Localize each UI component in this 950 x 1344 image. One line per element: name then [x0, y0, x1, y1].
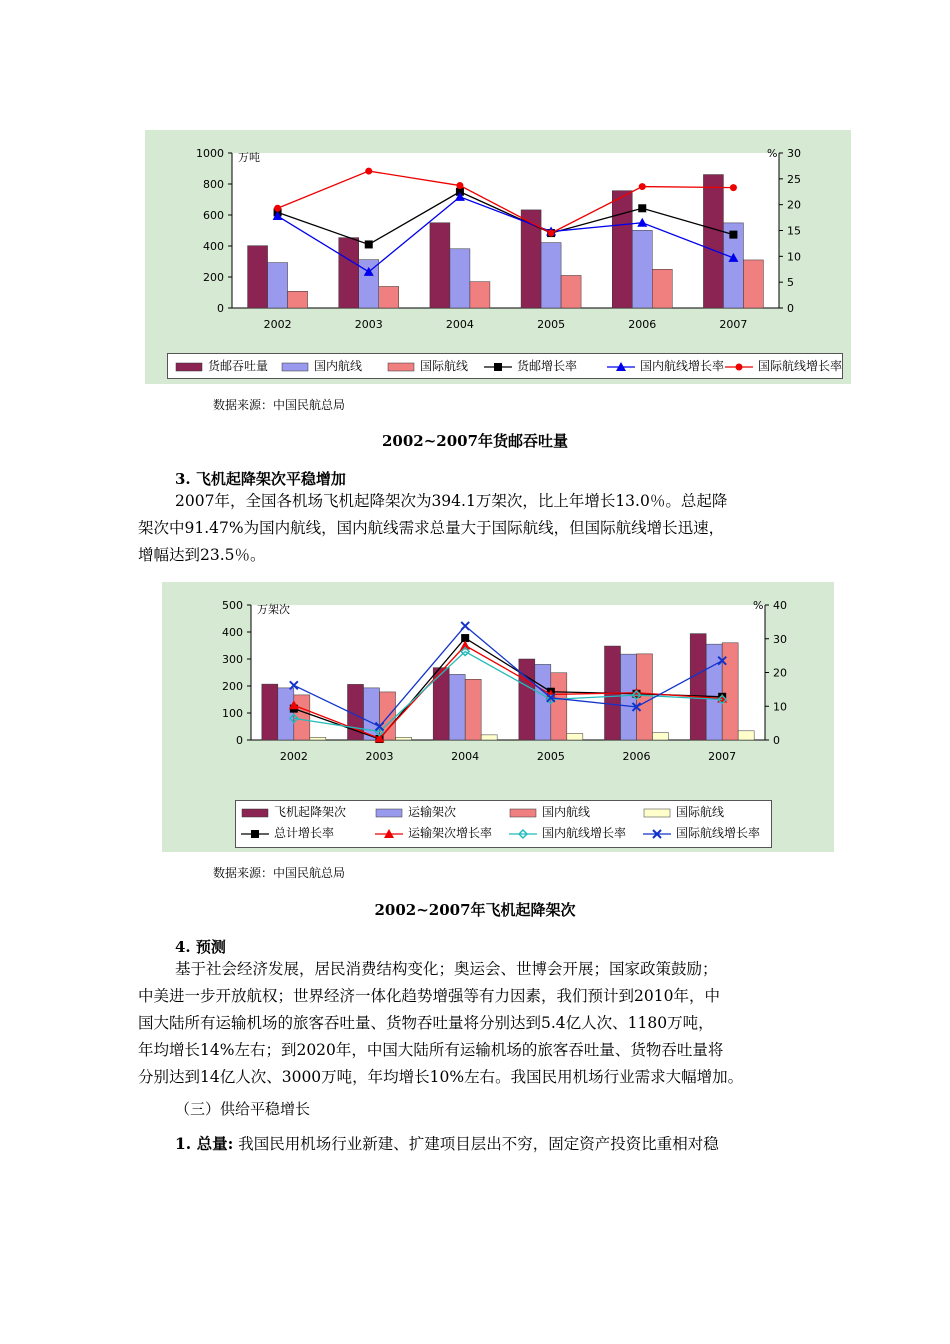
legend-item	[606, 359, 724, 373]
bar	[690, 634, 706, 740]
bar	[743, 260, 763, 308]
legend-label: 运输架次增长率	[408, 826, 493, 840]
bar	[396, 737, 412, 740]
legend-item	[386, 359, 468, 373]
legend-swatch	[240, 807, 270, 819]
bar	[481, 735, 497, 740]
right-tick-label: 5	[787, 276, 794, 290]
bar	[262, 684, 278, 740]
bar	[738, 731, 754, 740]
left-tick-label: 0	[217, 302, 224, 315]
x-tick-label: 2007	[719, 318, 748, 331]
bar	[278, 688, 294, 740]
left-tick-label: 200	[203, 271, 224, 284]
legend-item	[483, 359, 577, 373]
legend-swatch	[386, 361, 416, 373]
bar	[379, 286, 399, 308]
bar	[430, 223, 450, 308]
legend-swatch	[642, 828, 672, 840]
legend-label: 飞机起降架次	[274, 805, 347, 819]
line-point	[638, 204, 646, 212]
line-point	[729, 231, 737, 239]
para4-line: 分别达到14亿人次、3000万吨，年均增长10%左右。我国民用机场行业需求大幅增加。	[138, 1068, 744, 1086]
chart1-caption: 2002~2007年货邮吞吐量	[381, 432, 569, 450]
para4-line: 基于社会经济发展，居民消费结构变化；奥运会、世博会开展；国家政策鼓励；	[175, 960, 718, 978]
right-unit-label: %	[753, 599, 764, 612]
para4-line: 年均增长14%左右；到2020年，中国大陆所有运输机场的旅客吞吐量、货物吞吐量将	[138, 1041, 724, 1059]
bar	[248, 246, 268, 308]
bar	[652, 269, 672, 308]
x-tick-label: 2002	[263, 318, 292, 331]
x-tick-label: 2005	[536, 750, 565, 763]
legend-label: 国际航线	[676, 805, 725, 819]
bar	[535, 664, 551, 740]
section-supply-heading: （三）供给平稳增长	[175, 1100, 311, 1118]
legend-label: 国际航线增长率	[758, 359, 843, 373]
legend-label: 货邮增长率	[517, 359, 578, 373]
item-1-paragraph	[175, 1130, 719, 1158]
bar	[541, 243, 561, 308]
legend-swatch	[240, 828, 270, 840]
right-tick-label: 0	[773, 734, 780, 747]
bar	[470, 282, 490, 308]
right-unit-label: %	[767, 147, 778, 160]
x-tick-label: 2004	[445, 318, 474, 331]
legend-item	[642, 805, 724, 819]
x-tick-label: 2007	[708, 750, 737, 763]
bar	[465, 679, 481, 740]
legend-swatch	[483, 361, 513, 373]
bar	[450, 249, 470, 308]
bar	[632, 230, 652, 308]
legend-label: 运输架次	[408, 805, 457, 819]
legend-swatch	[374, 807, 404, 819]
left-tick-label: 800	[203, 178, 224, 191]
flight-movements-chart	[162, 582, 834, 852]
line-point	[274, 205, 281, 212]
item-1-text: 我国民用机场行业新建、扩建项目层出不穷，固定资产投资比重相对稳	[233, 1135, 719, 1153]
legend-label: 国内航线	[542, 805, 591, 819]
right-tick-label: 30	[787, 147, 801, 160]
para4-line: 中美进一步开放航权；世界经济一体化趋势增强等有力因素，我们预计到2010年，中	[138, 987, 720, 1005]
para3-line: 增幅达到23.5％。	[138, 546, 266, 564]
chart1-source: 数据来源：中国民航总局	[213, 398, 346, 412]
legend-item	[374, 805, 456, 819]
bar	[310, 737, 326, 740]
bar	[449, 674, 465, 740]
x-tick-label: 2003	[365, 750, 394, 763]
bar	[561, 275, 581, 308]
bar	[288, 291, 308, 308]
x-tick-label: 2005	[537, 318, 566, 331]
legend-label: 国际航线增长率	[676, 826, 761, 840]
left-unit-label: 万架次	[257, 603, 290, 616]
left-unit-label: 万吨	[238, 151, 260, 164]
x-tick-label: 2003	[354, 318, 383, 331]
left-tick-label: 1000	[196, 147, 224, 160]
right-tick-label: 20	[773, 666, 787, 680]
line-point	[456, 182, 463, 189]
legend-item	[508, 826, 626, 840]
right-tick-label: 40	[773, 599, 787, 612]
para3-line: 架次中91.47%为国内航线，国内航线需求总量大于国际航线，但国际航线增长迅速，	[138, 519, 725, 537]
plot-area	[251, 605, 765, 740]
left-tick-label: 300	[222, 653, 243, 666]
section-3-paragraph	[138, 488, 727, 569]
line-point	[639, 183, 646, 190]
flights-chart-legend	[235, 800, 772, 848]
legend-label: 国内航线增长率	[542, 826, 627, 840]
legend-item	[642, 826, 760, 840]
legend-item	[240, 826, 334, 840]
right-tick-label: 20	[787, 198, 801, 212]
x-tick-label: 2006	[628, 318, 657, 331]
legend-item	[240, 805, 346, 819]
plot-area	[232, 153, 779, 308]
left-tick-label: 200	[222, 680, 243, 693]
left-tick-label: 600	[203, 209, 224, 222]
legend-label: 国内航线增长率	[640, 359, 725, 373]
right-tick-label: 25	[787, 172, 801, 186]
x-tick-label: 2002	[279, 750, 308, 763]
left-tick-label: 400	[222, 626, 243, 639]
legend-item	[508, 805, 590, 819]
right-tick-label: 10	[787, 250, 801, 264]
bar	[703, 175, 723, 308]
legend-swatch	[374, 828, 404, 840]
chart2-caption: 2002~2007年飞机起降架次	[374, 901, 576, 919]
bar	[653, 733, 669, 740]
legend-swatch	[642, 807, 672, 819]
cargo-throughput-chart	[145, 130, 851, 384]
bar	[551, 673, 567, 740]
legend-item	[724, 359, 842, 373]
item-1-label: 1. 总量:	[175, 1134, 234, 1153]
left-tick-label: 0	[236, 734, 243, 747]
chart2-source: 数据来源：中国民航总局	[213, 866, 346, 880]
legend-swatch	[508, 828, 538, 840]
line-point	[548, 230, 555, 237]
line-point	[730, 184, 737, 191]
para3-line: 2007年，全国各机场飞机起降架次为394.1万架次，比上年增长13.0％。总起降	[175, 492, 728, 510]
line-point	[365, 168, 372, 175]
left-tick-label: 400	[203, 240, 224, 253]
left-tick-label: 100	[222, 707, 243, 720]
cargo-chart-legend	[167, 353, 843, 379]
legend-swatch	[724, 361, 754, 373]
line-point	[365, 240, 373, 248]
right-tick-label: 15	[787, 224, 801, 238]
legend-label: 国际航线	[420, 359, 469, 373]
para4-line: 国大陆所有运输机场的旅客吞吐量、货物吞吐量将分别达到5.4亿人次、1180万吨，	[138, 1014, 714, 1032]
x-tick-label: 2006	[622, 750, 651, 763]
legend-label: 国内航线	[314, 359, 363, 373]
legend-item	[280, 359, 362, 373]
right-tick-label: 30	[773, 632, 787, 646]
legend-swatch	[508, 807, 538, 819]
left-tick-label: 500	[222, 599, 243, 612]
section-4-heading: 4. 预测	[175, 938, 226, 956]
bar	[612, 191, 632, 308]
legend-label: 总计增长率	[274, 826, 335, 840]
legend-label: 货邮吞吐量	[208, 359, 269, 373]
section-4-paragraph	[138, 956, 743, 1091]
right-tick-label: 10	[773, 700, 787, 714]
legend-swatch	[174, 361, 204, 373]
bar	[268, 263, 288, 308]
legend-swatch	[606, 361, 636, 373]
cargo-chart-plot	[145, 130, 851, 384]
right-tick-label: 0	[787, 302, 794, 315]
bar	[567, 734, 583, 740]
legend-swatch	[280, 361, 310, 373]
legend-item	[374, 826, 492, 840]
bar	[339, 238, 359, 308]
section-3-heading: 3. 飞机起降架次平稳增加	[175, 470, 346, 488]
legend-item	[174, 359, 268, 373]
bar	[519, 659, 535, 740]
x-tick-label: 2004	[451, 750, 480, 763]
